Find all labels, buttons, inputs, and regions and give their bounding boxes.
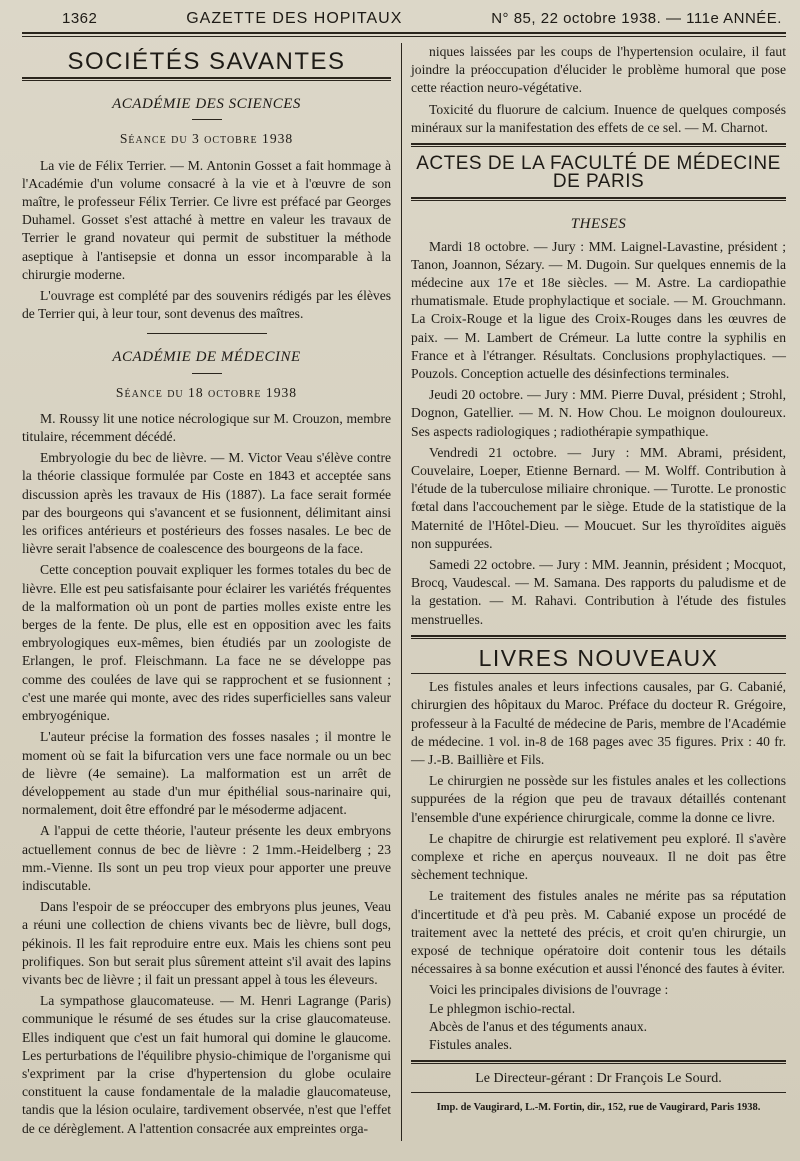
divider	[411, 673, 786, 674]
journal-title: GAZETTE DES HOPITAUX	[186, 10, 403, 27]
section-title-societes: SOCIÉTÉS SAVANTES	[67, 48, 346, 75]
page-header	[22, 10, 786, 32]
paragraph: Toxicité du fluorure de calcium. Inuence de quelques composés minéraux sur la manifestation des effets de ce sel. — M. Charnot.	[411, 101, 786, 135]
divider	[192, 373, 222, 374]
list-intro: Voici les principales divisions de l'ouvrage :	[429, 982, 669, 998]
list-item: Abcès de l'anus et des téguments anaux.	[429, 1018, 648, 1034]
divider	[411, 1092, 786, 1093]
theses-title: THESES	[570, 216, 627, 233]
section-rule	[411, 143, 786, 147]
paragraph: Le chapitre de chirurgie est relativement peu exploré. Il s'avère complexe et riche en aperçus nouveaux. Il ne doit pas être sèchement technique.	[411, 830, 786, 883]
seance-sciences: Séance du 3 octobre 1938	[119, 131, 294, 147]
list-item: Le phlegmon ischio-rectal.	[429, 1000, 576, 1016]
issue-info: N° 85, 22 octobre 1938. — 111e ANNÉE.	[491, 10, 782, 27]
paragraph: Les fistules anales et leurs infections causales, par G. Cabanié, chirurgien des hôpitaux du Maroc. Préface du docteur R. Grégoire, professeur à la Faculté de médecine de Paris, membre de l'Académie de médecine. 1 vol. in-8 de 168 pages avec 35 figures. Prix : 40 fr. — J.-B. Baillière et Fils.	[411, 679, 786, 767]
left-column	[22, 43, 391, 1141]
paragraph: La vie de Félix Terrier. — M. Antonin Gosset a fait hommage à l'Académie d'un volume consacré à la vie et à l'œuvre de son maître, le professeur Félix Terrier. Ce livre est préfacé par Georges Duhamel. Gosset s'est attaché à mettre en valeur les travaux de Terrier le grand novateur qui permit de substituer la méthode aseptique à l'antisepsie et donna un essor incomparable à la chirurgie moderne.	[22, 157, 392, 282]
paragraph: Cette conception pouvait expliquer les formes totales du bec de lièvre. Elle est peu satisfaisante pour éclairer les variétés fréquentes de la malformation où un pont de parties molles existe entre les berges de la fente. De plus, elle est en opposition avec les faits embryologiques eux-mêmes, bien étudiés par un zoologiste de Erlangen, le prof. Fleischmann. La face ne se développe pas comme des coulées de lave qui se rapprochent et se fusionnent ; c'est une marée qui monte, avec des rides superficielles sans valeur embryogénique.	[22, 562, 392, 724]
paragraph: Embryologie du bec de lièvre. — M. Victor Veau s'élève contre la théorie classique formulée par Coste en 1843 et acceptée sans discussion après les travaux de His (1887). La face serait formée par des bourgeons qui s'avancent et se fusionnent, délimitant ainsi les orifices antérieurs et postérieurs des fosses nasales. Le bec de lièvre serait l'absence de coalescence des bourgeons de la face.	[22, 450, 392, 557]
section-rule	[411, 1060, 786, 1064]
page-number: 1362	[62, 10, 98, 27]
academie-sciences-title: ACADÉMIE DES SCIENCES	[112, 96, 301, 113]
divider	[147, 333, 267, 334]
livres-title: LIVRES NOUVEAUX	[478, 644, 719, 671]
paragraph: L'ouvrage est complété par des souvenirs rédigés par les élèves de Terrier qui, à leur tour, sont devenus des maîtres.	[22, 288, 392, 322]
section-rule	[411, 197, 786, 201]
paragraph: M. Roussy lit une notice nécrologique sur M. Crouzon, membre titulaire, récemment décédé.	[22, 410, 392, 445]
header-rule	[22, 32, 786, 37]
divider	[192, 119, 222, 120]
paragraph: L'auteur précise la formation des fosses nasales ; il montre le moment où se fait la bifurcation vers une face normale ou un bec de lièvre (4e semaine). La malformation est un arrêt de développement au stade d'un mur épithélial sous-narinaire qui, normalement, doit être effondré par le mésoderme adjacent.	[22, 729, 392, 818]
thesis-entry: Jeudi 20 octobre. — Jury : MM. Pierre Duval, président ; Strohl, Dognon, Gatellier. — M. N. How Chou. Le moignon douloureux. Ses aspects radiologiques ; radiothérapie sympathique.	[411, 387, 786, 439]
academie-medecine-title: ACADÉMIE DE MÉDECINE	[112, 349, 301, 366]
paragraph: Dans l'espoir de se préoccuper des embryons plus jeunes, Veau a réuni une collection de chiens vivants bec de lièvre, bull dogs, pékinois. Il les fait reproduire entre eux. Mais les chiens sont peu prolifiques. Son but serait plus sûrement atteint s'il avait des lapins vivants bec de lièvre ; il fait un pressant appel à tous les éleveurs.	[22, 899, 392, 987]
section-rule	[411, 635, 786, 639]
paragraph: A l'appui de cette théorie, l'auteur présente les deux embryons actuellement connus de bec de lièvre : 2 1mm.-Heidelberg ; 23 mm.-Vienne. Ils sont un peu trop vieux pour apporter une preuve indiscutable.	[22, 823, 392, 893]
paragraph: niques laissées par les coups de l'hypertension oculaire, il faut joindre la préoccupation d'élucider le problème humoral que pose cette réaction neuro-végétative.	[411, 44, 786, 96]
paragraph: Le traitement des fistules anales ne mérite pas sa réputation d'incertitude et d'à peu près. M. Cabanié expose un procédé de traitement avec la netteté des précis, et croit qu'en chirurgie, un exposé de technique opératoire doit contenir tous les détails nécessaires à sa bonne exécution et aussi l'énoncé des fautes à éviter.	[411, 888, 786, 977]
paragraph: Le chirurgien ne possède sur les fistules anales et les collections suppurées de la région que peu de travaux détaillés contenant l'ensemble d'une expérience chirurgicale, comme la donne ce livre.	[411, 773, 786, 825]
section-rule	[22, 77, 391, 81]
faculte-title: ACTES DE LA FACULTÉ DE MÉDECINE DE PARIS	[416, 153, 781, 193]
list-item: Fistules anales.	[429, 1036, 513, 1052]
thesis-entry: Samedi 22 octobre. — Jury : MM. Jeannin, président ; Mocquot, Brocq, Vaudescal. — M. Samana. Des rapports du paludisme et de la gestation. — M. Rahavi. Contribution à l'étude des fistules menstruelles.	[411, 557, 786, 627]
divisions-list	[411, 981, 786, 1054]
right-column	[401, 43, 786, 1141]
thesis-entry: Mardi 18 octobre. — Jury : MM. Laignel-Lavastine, président ; Tanon, Joannon, Sézary. — M. Dugoin. Sur quelques ennemis de la médecine aux 17e et 18e siècles. — M. Astre. La cardiopathie rhumatismale. Etude prophylactique et sociale. — M. Grouchmann. La Croix-Rouge et la ligue des Croix-Rouges dans les œuvres de paix. — M. Lambert de Crémeur. La lutte contre la syphilis en France et à l'étranger. Résultats. Conclusions prophylactiques. — Pouzols. Conception actuelle des désinfections terminales.	[411, 238, 786, 382]
imprint: Imp. de Vaugirard, L.-M. Fortin, dir., 152, rue de Vaugirard, Paris 1938.	[436, 1102, 761, 1114]
thesis-entry: Vendredi 21 octobre. — Jury : MM. Abrami, président, Couvelaire, Loeper, Etienne Bernard. — M. Wolff. Contribution à l'étude de la tuberculose miliaire chronique. — Turotte. Le pronostic fœtal dans l'accouchement par le siège. Etude de la statistique de la Maternité de l'Hôtel-Dieu. — Moucuet. Sur les thyroïdites aiguës non suppurées.	[411, 444, 786, 551]
signature: Le Directeur-gérant : Dr François Le Sourd.	[475, 1071, 722, 1087]
paragraph: La sympathose glaucomateuse. — M. Henri Lagrange (Paris) communique le résumé de ses études sur la crise glaucomateuse. Elles indiquent que c'est un fait humoral qui domine le glaucome. Les perturbations de l'équilibre physio-chimique de l'organisme qui s'expriment par la crise d'hypertension du globe oculaire constituent la cause fondamentale de la maladie glaucomateuse, tandis que la lésion oculaire, tardivement observée, n'est que l'effet de ce dérèglement. A l'attention consacrée aux empreintes orga-	[22, 993, 392, 1136]
seance-medecine: Séance du 18 octobre 1938	[115, 384, 298, 400]
